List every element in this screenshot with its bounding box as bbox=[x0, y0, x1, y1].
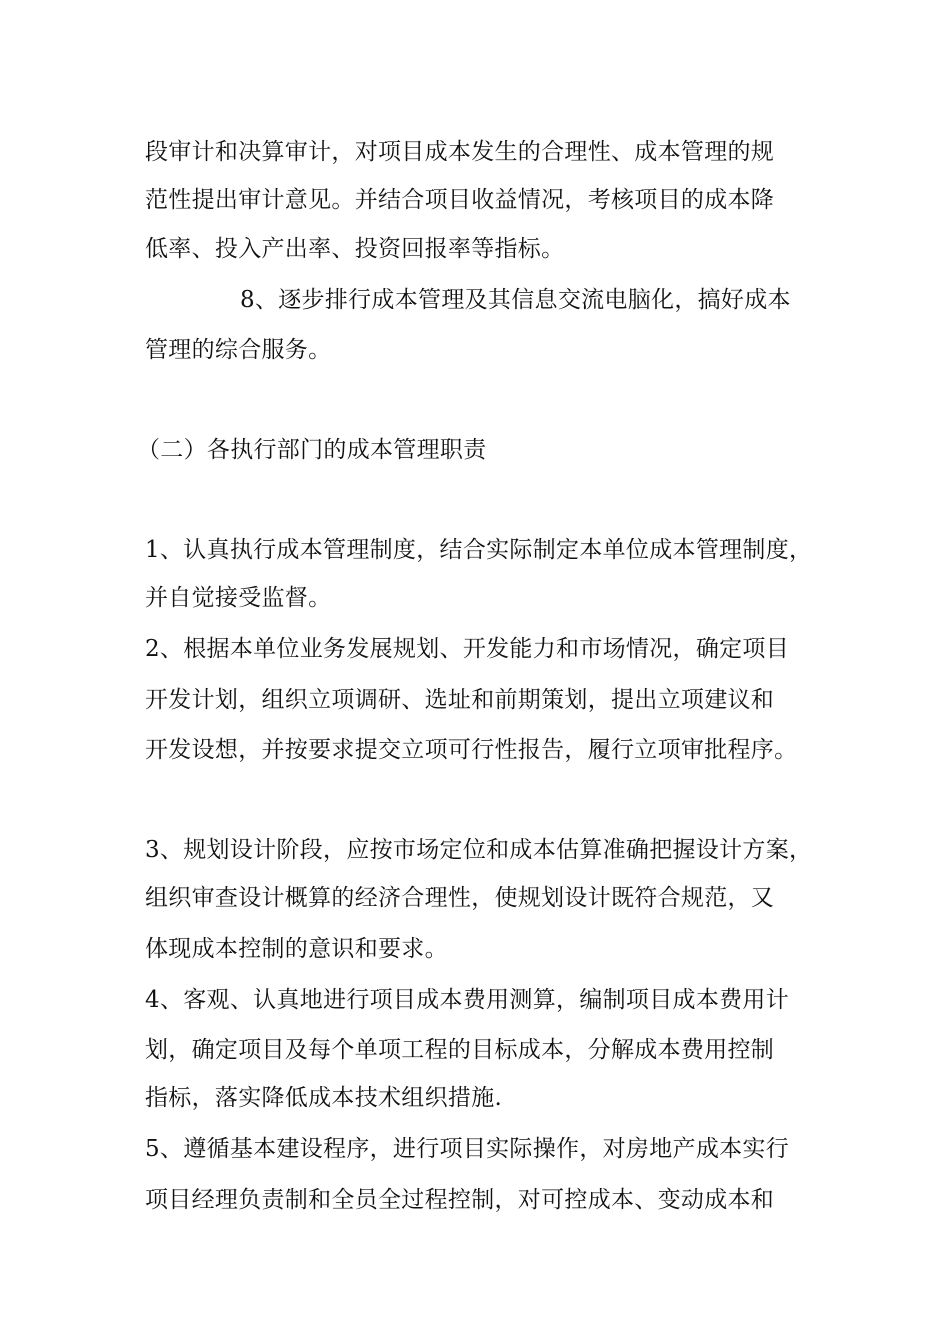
section-heading: （二）各执行部门的成本管理职责 bbox=[137, 437, 487, 463]
text-line: 4、客观、认真地进行项目成本费用测算，编制项目成本费用计 bbox=[145, 987, 790, 1013]
text-line: 并自觉接受监督。 bbox=[145, 585, 332, 611]
text-line: 项目经理负责制和全员全过程控制，对可控成本、变动成本和 bbox=[145, 1187, 775, 1213]
text-line: 3、规划设计阶段，应按市场定位和成本估算准确把握设计方案， bbox=[145, 837, 813, 863]
text-line: 段审计和决算审计，对项目成本发生的合理性、成本管理的规 bbox=[145, 139, 775, 165]
text-line: 开发设想，并按要求提交立项可行性报告，履行立项审批程序。 bbox=[145, 737, 798, 763]
text-line: 体现成本控制的意识和要求。 bbox=[145, 936, 448, 962]
text-line: 组织审查设计概算的经济合理性，使规划设计既符合规范，又 bbox=[145, 885, 775, 911]
text-line: 开发计划，组织立项调研、选址和前期策划，提出立项建议和 bbox=[145, 687, 775, 713]
text-line: 2、根据本单位业务发展规划、开发能力和市场情况，确定项目 bbox=[145, 636, 790, 662]
text-line: 低率、投入产出率、投资回报率等指标。 bbox=[145, 236, 565, 262]
text-line: 范性提出审计意见。并结合项目收益情况，考核项目的成本降 bbox=[145, 187, 775, 213]
text-line: 1、认真执行成本管理制度，结合实际制定本单位成本管理制度， bbox=[145, 537, 813, 563]
text-line: 指标，落实降低成本技术组织措施. bbox=[145, 1085, 503, 1111]
text-line: 划，确定项目及每个单项工程的目标成本，分解成本费用控制 bbox=[145, 1037, 775, 1063]
text-line: 5、遵循基本建设程序，进行项目实际操作，对房地产成本实行 bbox=[145, 1136, 790, 1162]
text-line: 管理的综合服务。 bbox=[145, 337, 332, 363]
text-line: 8、逐步排行成本管理及其信息交流电脑化，搞好成本 bbox=[240, 287, 791, 313]
